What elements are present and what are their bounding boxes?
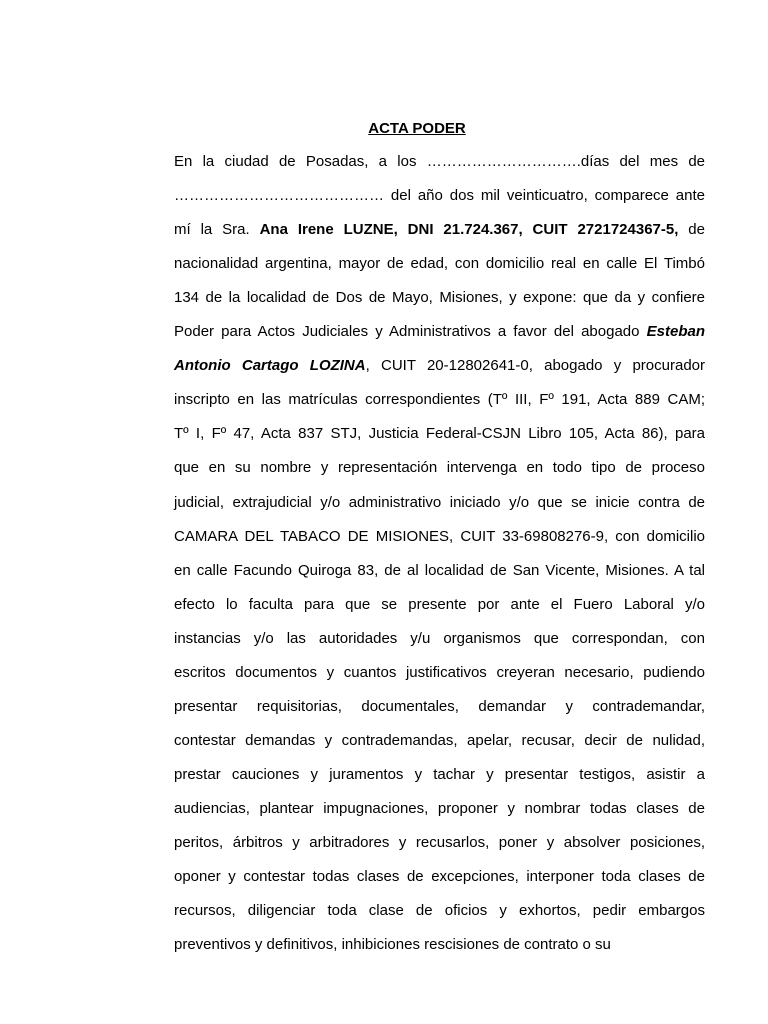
line-text: audiencias, plantear impugnaciones, proponer y nombrar todas clases de bbox=[174, 799, 705, 817]
body-line bbox=[174, 459, 705, 477]
line-text: en calle Facundo Quiroga 83, de al localidad de San Vicente, Misiones. A tal bbox=[174, 561, 705, 579]
body-line bbox=[174, 562, 705, 580]
line-text: oponer y contestar todas clases de excepciones, interponer toda clases de bbox=[174, 868, 705, 886]
line-text: 134 de la localidad de Dos de Mayo, Misiones, y expone: que da y confiere bbox=[174, 289, 705, 307]
body-line bbox=[174, 425, 705, 443]
line-text: de bbox=[678, 221, 705, 239]
line-text: Tº I, Fº 47, Acta 837 STJ, Justicia Federal-CSJN Libro 105, Acta 86), para bbox=[174, 425, 705, 443]
body-line bbox=[174, 221, 705, 239]
body-line bbox=[174, 766, 705, 784]
emphasized-text: Esteban bbox=[646, 323, 705, 341]
body-line bbox=[174, 528, 705, 546]
body-line bbox=[174, 630, 705, 648]
line-text: , CUIT 20-12802641-0, abogado y procurador bbox=[365, 357, 705, 375]
line-text: escritos documentos y cuantos justificativos creyeran necesario, pudiendo bbox=[174, 663, 705, 681]
line-text: efecto lo faculta para que se presente por ante el Fuero Laboral y/o bbox=[174, 595, 705, 613]
line-text: …………………………………… del año dos mil veinticuatro, comparece ante bbox=[174, 187, 705, 205]
body-line bbox=[174, 323, 705, 341]
line-text: preventivos y definitivos, inhibiciones rescisiones de contrato o su bbox=[174, 936, 611, 954]
line-text: prestar cauciones y juramentos y tachar y presentar testigos, asistir a bbox=[174, 765, 705, 783]
line-text: mí la Sra. bbox=[174, 221, 260, 239]
line-text: judicial, extrajudicial y/o administrativo iniciado y/o que se inicie contra de bbox=[174, 493, 705, 511]
line-text: peritos, árbitros y arbitradores y recusarlos, poner y absolver posiciones, bbox=[174, 834, 705, 851]
body-line bbox=[174, 289, 705, 307]
body-line bbox=[174, 391, 705, 409]
body-line bbox=[174, 936, 705, 954]
body-line bbox=[174, 153, 705, 171]
body-line bbox=[174, 357, 705, 375]
body-line bbox=[174, 664, 705, 682]
body-line bbox=[174, 902, 705, 920]
line-text: inscripto en las matrículas correspondientes (Tº III, Fº 191, Acta 889 CAM; bbox=[174, 391, 705, 409]
line-text: presentar requisitorias, documentales, demandar y contrademandar, bbox=[174, 697, 705, 715]
body-line bbox=[174, 698, 705, 716]
line-text: recursos, diligenciar toda clase de oficios y exhortos, pedir embargos bbox=[174, 902, 705, 920]
body-line bbox=[174, 868, 705, 886]
line-text: instancias y/o las autoridades y/u organismos que correspondan, con bbox=[174, 629, 705, 647]
emphasized-text: Antonio Cartago LOZINA bbox=[174, 357, 366, 375]
body-line bbox=[174, 255, 705, 273]
document-title: ACTA PODER bbox=[368, 120, 466, 137]
body-line bbox=[174, 834, 705, 852]
line-text: CAMARA DEL TABACO DE MISIONES, CUIT 33-69808276-9, con domicilio bbox=[174, 527, 705, 545]
emphasized-text: Ana Irene LUZNE, DNI 21.724.367, CUIT 2721724367-5, bbox=[259, 221, 679, 239]
body-line bbox=[174, 732, 705, 750]
line-text: que en su nombre y representación intervenga en todo tipo de proceso bbox=[174, 459, 705, 477]
line-text: nacionalidad argentina, mayor de edad, con domicilio real en calle El Timbó bbox=[174, 255, 705, 273]
line-text: Poder para Actos Judiciales y Administrativos a favor del abogado bbox=[174, 323, 647, 341]
body-line bbox=[174, 800, 705, 818]
body-line bbox=[174, 187, 705, 205]
line-text: En la ciudad de Posadas, a los ………………………….días del mes de bbox=[174, 153, 705, 170]
body-line bbox=[174, 494, 705, 512]
body-line bbox=[174, 596, 705, 614]
line-text: contestar demandas y contrademandas, apelar, recusar, decir de nulidad, bbox=[174, 731, 705, 749]
